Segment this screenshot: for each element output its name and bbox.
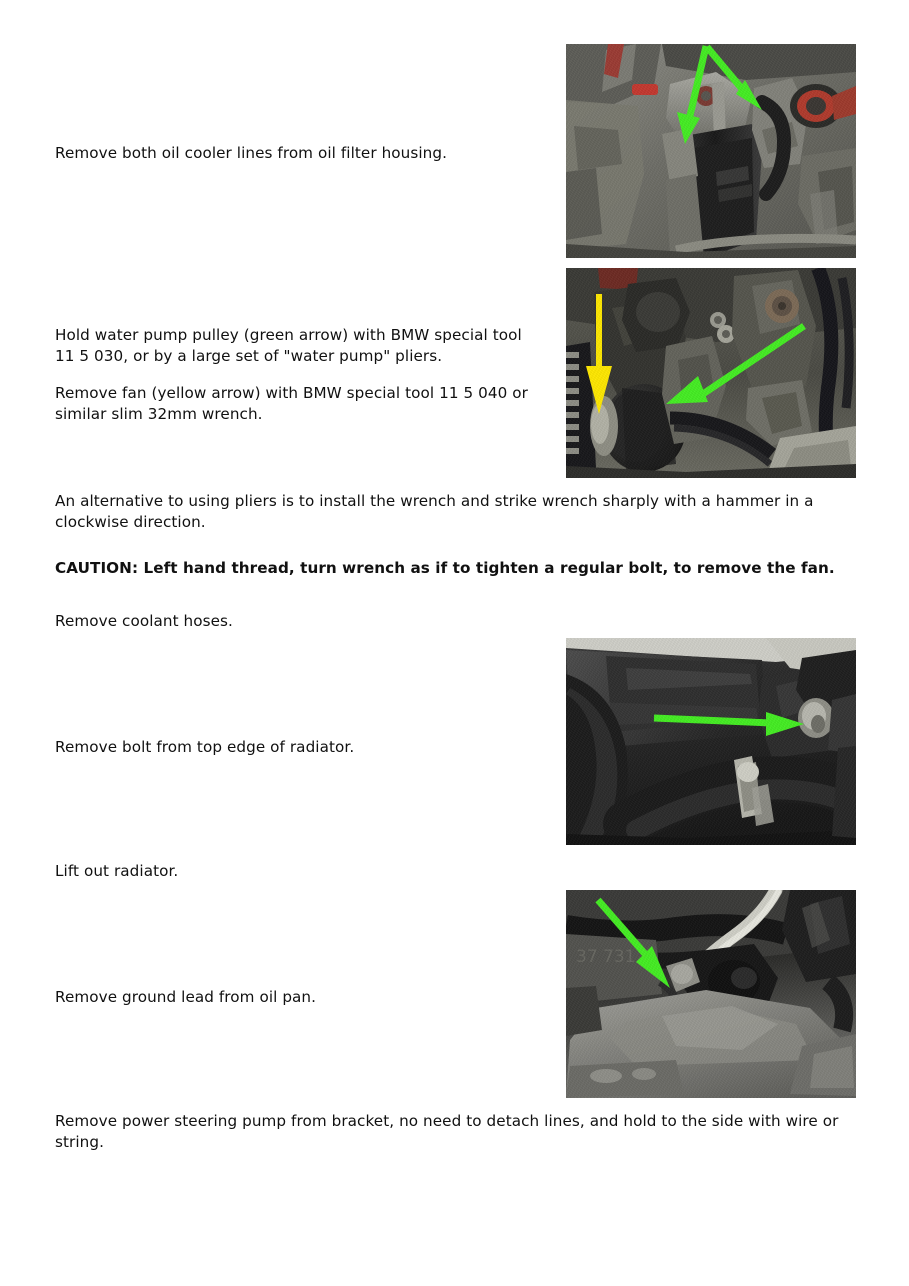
step-remove-radiator-bolt: Remove bolt from top edge of radiator. xyxy=(55,738,355,756)
svg-text:37 731: 37 731 xyxy=(576,947,636,967)
photo-oil-pan-ground-lead-graphic xyxy=(566,890,856,1098)
photo-water-pump-pulley-graphic xyxy=(566,268,856,478)
photo-oil-filter-housing-graphic xyxy=(566,44,856,258)
radiator-bolt xyxy=(798,698,834,738)
step-alternative-hammer: An alternative to using pliers is to install the wrench and strike wrench sharply with a hammer in a clockwise direction. xyxy=(55,492,814,531)
step-remove-power-steering-pump: Remove power steering pump from bracket, no need to detach lines, and hold to the side with wire or string. xyxy=(55,1112,839,1151)
step-remove-ground-lead: Remove ground lead from oil pan. xyxy=(55,988,317,1006)
step-hold-water-pump-pulley: Hold water pump pulley (green arrow) with BMW special tool 11 5 030, or by a large set of "water pump" pliers. xyxy=(55,326,522,365)
photo-oil-filter-housing xyxy=(566,44,856,258)
photo-radiator-bolt xyxy=(566,638,856,845)
photo-oil-pan-ground-lead xyxy=(566,890,856,1098)
photo-water-pump-pulley xyxy=(566,268,856,478)
step-lift-out-radiator: Lift out radiator. xyxy=(55,862,179,880)
step-remove-fan: Remove fan (yellow arrow) with BMW special tool 11 5 040 or similar slim 32mm wrench. xyxy=(55,384,529,423)
step-remove-coolant-hoses: Remove coolant hoses. xyxy=(55,612,233,630)
step-caution-left-hand-thread: CAUTION: Left hand thread, turn wrench as if to tighten a regular bolt, to remove the fan. xyxy=(55,559,835,577)
step-oil-cooler-lines: Remove both oil cooler lines from oil filter housing. xyxy=(55,144,447,162)
photo-radiator-bolt-graphic xyxy=(566,638,856,845)
